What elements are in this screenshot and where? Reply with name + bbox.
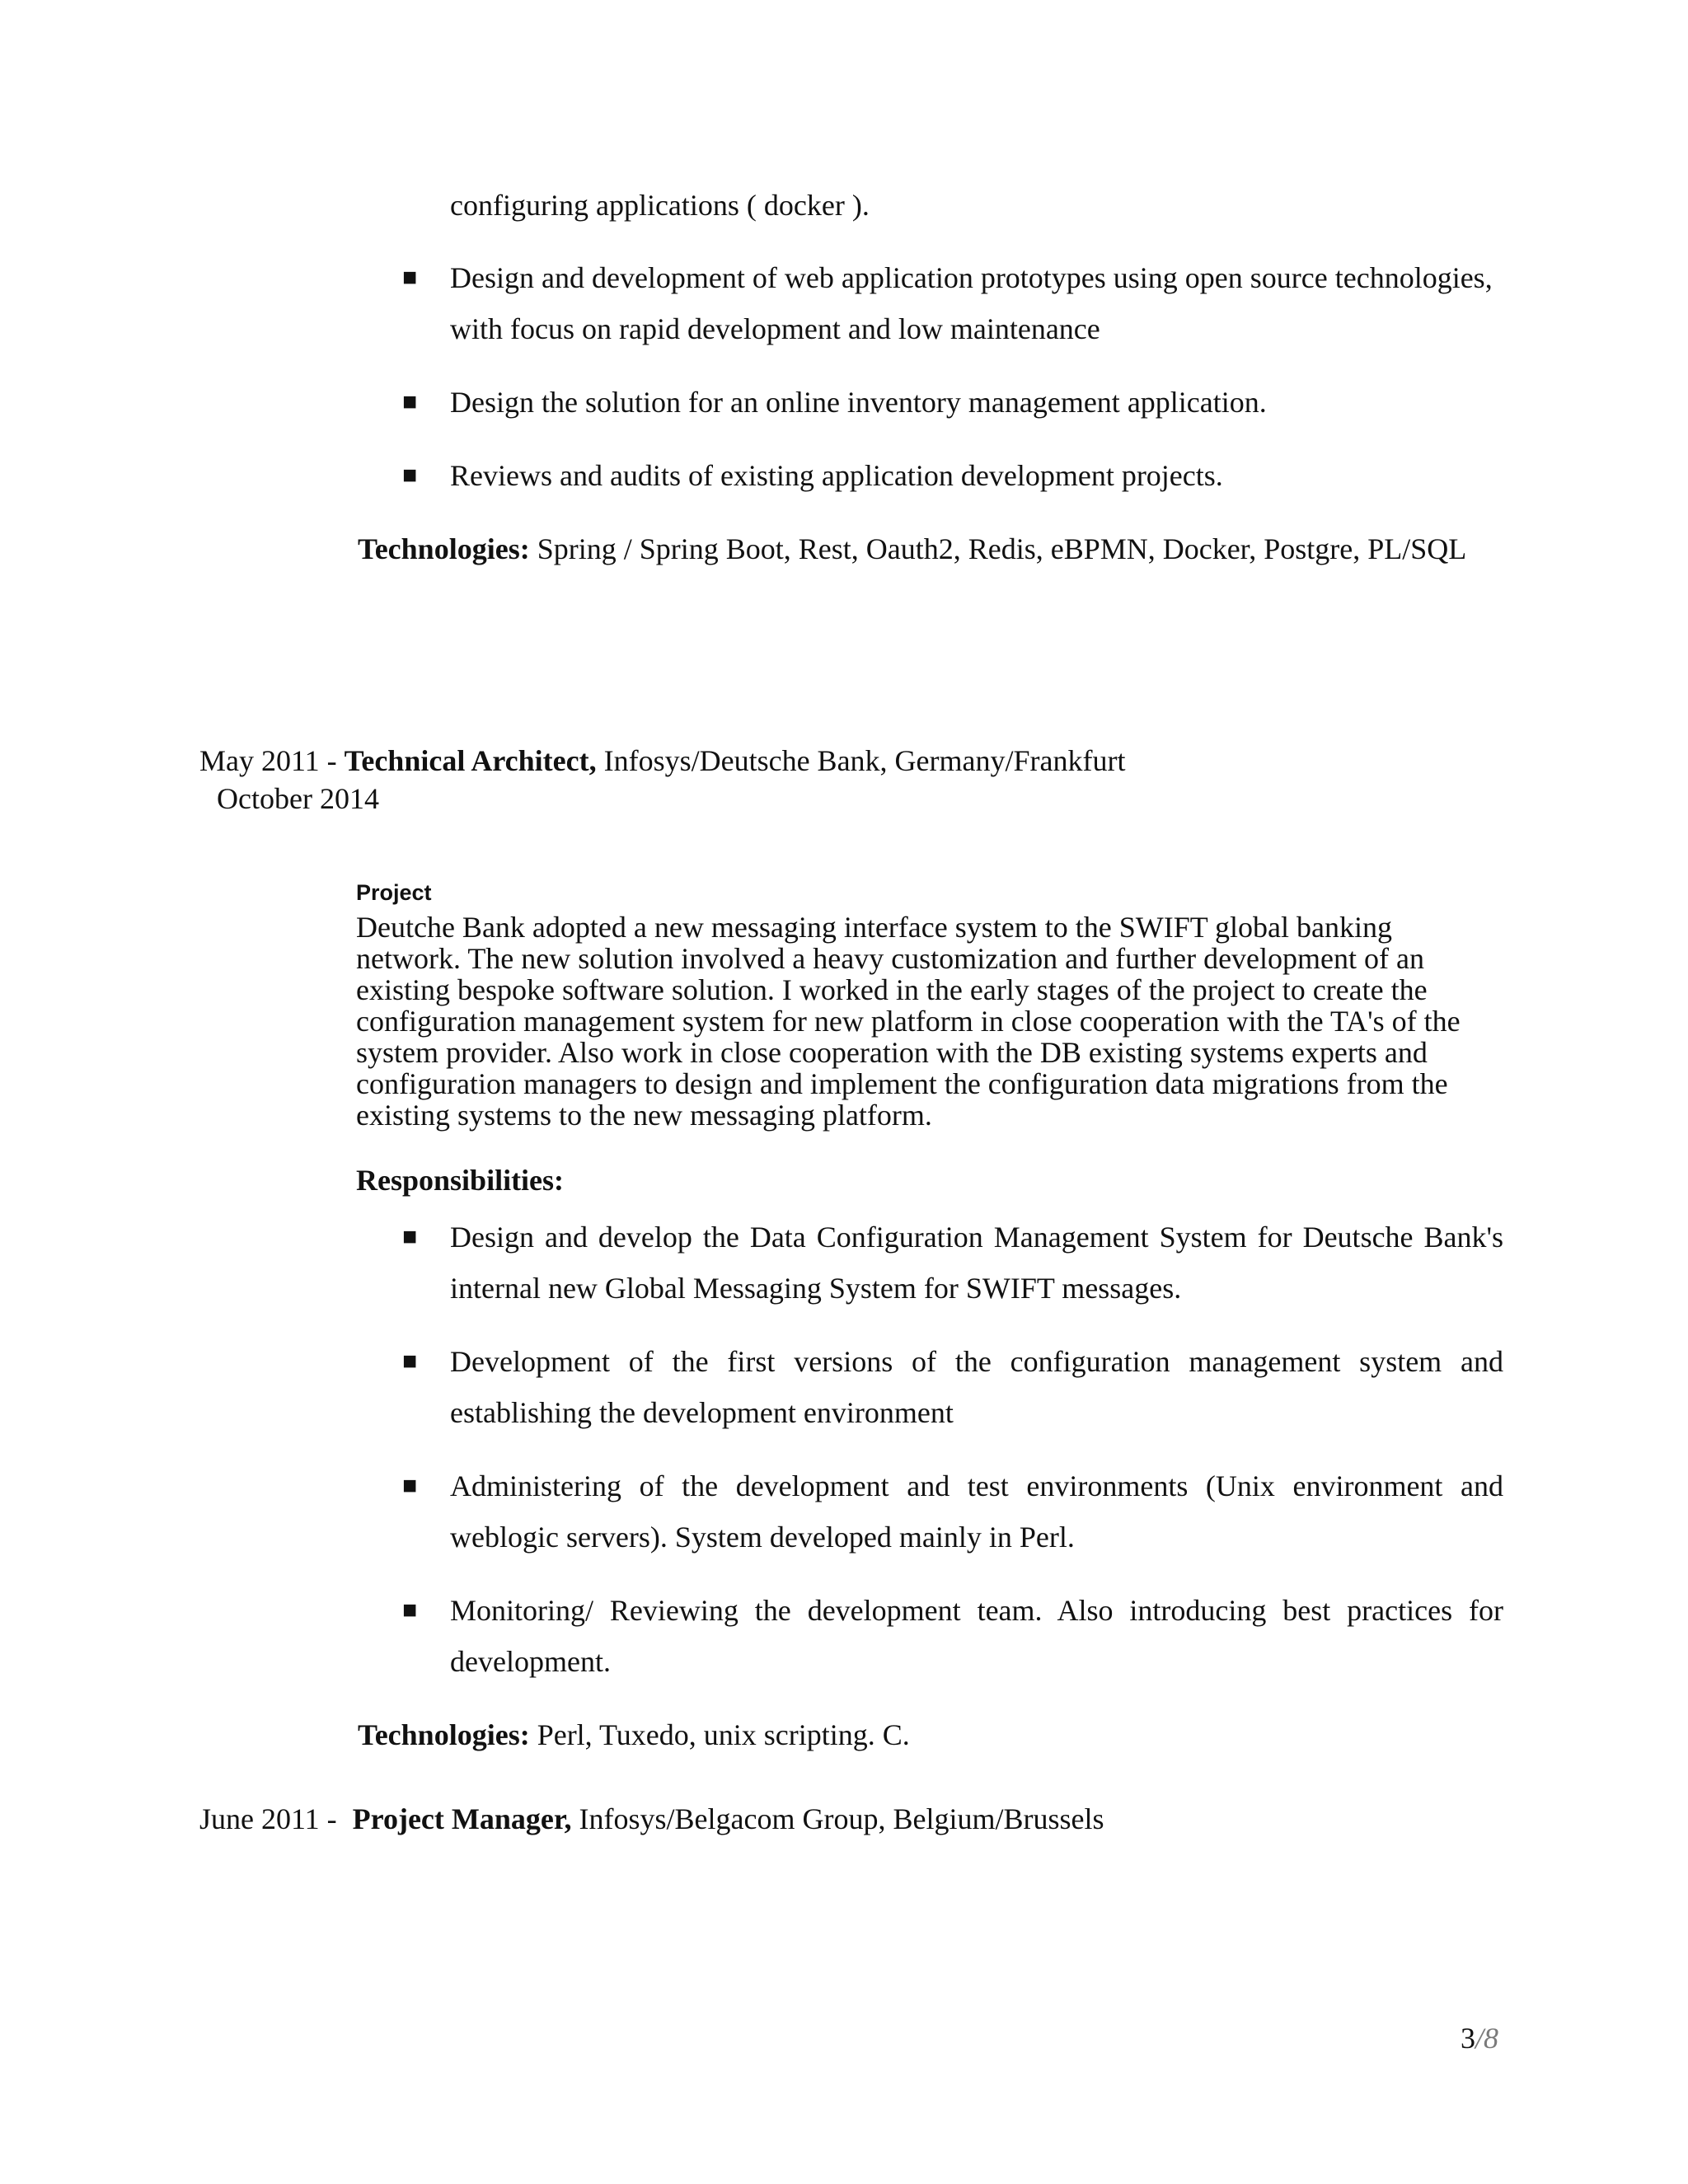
technologies-value: Perl, Tuxedo, unix scripting. C. bbox=[529, 1718, 910, 1751]
black-square-bullet-icon: ■ bbox=[402, 1472, 418, 1499]
job-company: Infosys/Belgacom Group, Belgium/Brussels bbox=[571, 1802, 1104, 1835]
black-square-bullet-icon: ■ bbox=[402, 1223, 418, 1250]
continuation-line: configuring applications ( docker ). bbox=[450, 189, 870, 222]
technologies-label: Technologies: bbox=[358, 532, 530, 565]
project-description: Deutche Bank adopted a new messaging interface system to the SWIFT global banking network. The new solution involved a heavy customization and further development of an existing bespoke software solution. I worked in the early stages of the project to create the configuration management system for new platform in close cooperation with the TA's of the system provider. Also work in close cooperation with the DB existing systems experts and configuration managers to design and implement the configuration data migrations from the existing systems to the new messaging platform. bbox=[356, 911, 1461, 1132]
job-date-end: October 2014 bbox=[217, 782, 379, 815]
bullet-line: Design and development of web application prototypes using open source technologies, bbox=[450, 261, 1493, 294]
job-title: Project Manager, bbox=[352, 1802, 572, 1835]
black-square-bullet-icon: ■ bbox=[402, 264, 418, 291]
technologies-line bbox=[358, 523, 1466, 574]
bullet-line: with focus on rapid development and low maintenance bbox=[450, 312, 1100, 345]
bullet-line: Design and develop the Data Configuration Management System for Deutsche Bank's bbox=[450, 1221, 1503, 1254]
bullet-line: development. bbox=[450, 1645, 611, 1678]
bullet-line: Administering of the development and test environments (Unix environment and bbox=[450, 1469, 1503, 1502]
black-square-bullet-icon: ■ bbox=[402, 388, 418, 415]
responsibilities-label: Responsibilities: bbox=[356, 1164, 565, 1197]
bullet-line: Reviews and audits of existing application development projects. bbox=[450, 459, 1223, 492]
page-number bbox=[1461, 2021, 1498, 2055]
job-title: Technical Architect, bbox=[344, 744, 597, 777]
job-date-start: June 2011 - bbox=[199, 1802, 345, 1835]
technologies-line bbox=[358, 1709, 910, 1760]
bullet-line: internal new Global Messaging System for SWIFT messages. bbox=[450, 1272, 1182, 1305]
bullet-line: Design the solution for an online inventory management application. bbox=[450, 386, 1267, 419]
black-square-bullet-icon: ■ bbox=[402, 1596, 418, 1624]
project-label: Project bbox=[356, 880, 432, 905]
bullet-line: establishing the development environment bbox=[450, 1396, 954, 1429]
page-total: /8 bbox=[1475, 2022, 1499, 2055]
black-square-bullet-icon: ■ bbox=[402, 1347, 418, 1375]
technologies-value: Spring / Spring Boot, Rest, Oauth2, Redis, eBPMN, Docker, Postgre, PL/SQL bbox=[529, 532, 1467, 565]
job-company: Infosys/Deutsche Bank, Germany/Frankfurt bbox=[596, 744, 1126, 777]
page-current: 3 bbox=[1461, 2022, 1475, 2055]
technologies-label: Technologies: bbox=[358, 1718, 530, 1751]
bullet-line: Monitoring/ Reviewing the development team. Also introducing best practices for bbox=[450, 1594, 1503, 1627]
bullet-line: weblogic servers). System developed mainly in Perl. bbox=[450, 1521, 1075, 1554]
black-square-bullet-icon: ■ bbox=[402, 462, 418, 489]
bullet-line: Development of the first versions of the configuration management system and bbox=[450, 1345, 1503, 1378]
job-date-start: May 2011 - bbox=[199, 744, 345, 777]
job-heading-belgacom bbox=[199, 1793, 1104, 1844]
